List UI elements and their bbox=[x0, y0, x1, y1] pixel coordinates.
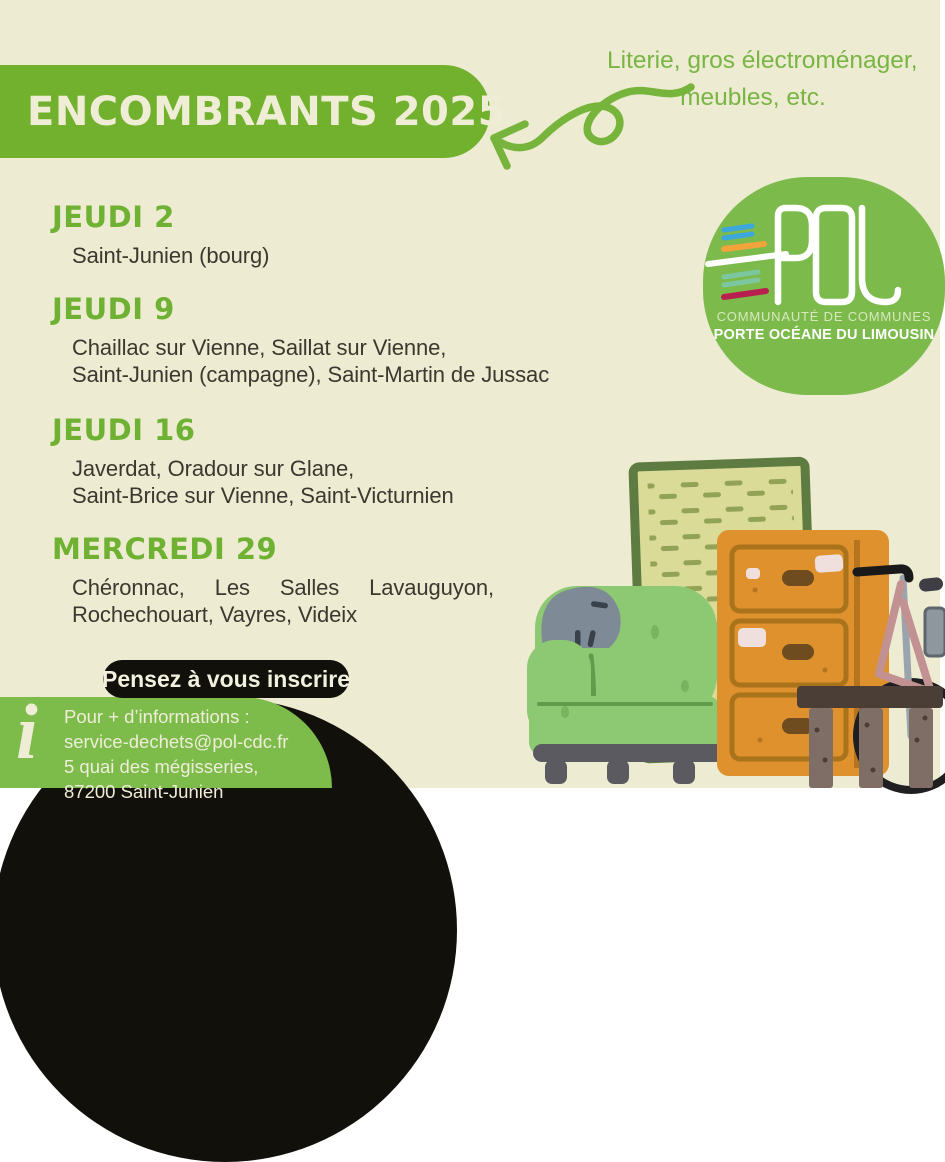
info-line-3: 5 quai des mégisseries, bbox=[64, 756, 259, 777]
pol-logo-icon bbox=[700, 200, 920, 310]
page-title: ENCOMBRANTS 2025 bbox=[27, 88, 507, 135]
pol-logo-card bbox=[703, 177, 945, 395]
schedule-section bbox=[52, 292, 572, 388]
communes-line: Rochechouart, Vayres, Videix bbox=[72, 602, 357, 627]
logo-subtitle-1: COMMUNAUTÉ DE COMMUNES bbox=[716, 309, 932, 324]
communes-line: Chaillac sur Vienne, Saillat sur Vienne, bbox=[72, 335, 447, 360]
info-line-4: 87200 Saint-Junien bbox=[64, 781, 224, 802]
register-pill: Pensez à vous inscrire bbox=[103, 660, 349, 698]
info-box bbox=[0, 688, 332, 802]
table bbox=[797, 686, 943, 788]
info-icon: i bbox=[16, 688, 38, 775]
date-heading: JEUDI 9 bbox=[52, 292, 175, 326]
communes-line: Saint-Brice sur Vienne, Saint-Victurnien bbox=[72, 483, 454, 508]
communes-line: Chéronnac, Les Salles Lavauguyon, bbox=[72, 575, 494, 600]
tagline-line-1: Literie, gros électroménager, bbox=[607, 47, 918, 74]
communes-line: Javerdat, Oradour sur Glane, bbox=[72, 456, 355, 481]
communes-line: Saint-Junien (bourg) bbox=[72, 243, 270, 268]
title-banner bbox=[0, 65, 507, 158]
communes-line: Saint-Junien (campagne), Saint-Martin de Jussac bbox=[72, 362, 550, 387]
info-line-1: Pour + d’informations : bbox=[64, 706, 250, 727]
info-text bbox=[64, 704, 288, 804]
sofa bbox=[527, 586, 731, 784]
info-email: service-dechets@pol-cdc.fr bbox=[64, 731, 289, 752]
tagline-line-2: meubles, etc. bbox=[680, 84, 826, 111]
logo-subtitle-2: PORTE OCÉANE DU LIMOUSIN bbox=[713, 327, 935, 343]
schedule-section bbox=[52, 200, 572, 269]
schedule-section bbox=[52, 532, 572, 628]
date-heading: JEUDI 2 bbox=[52, 200, 175, 234]
date-heading: JEUDI 16 bbox=[52, 413, 196, 447]
date-heading: MERCREDI 29 bbox=[52, 532, 278, 566]
schedule-section bbox=[52, 413, 572, 509]
bulky-waste-illustration bbox=[505, 450, 940, 788]
